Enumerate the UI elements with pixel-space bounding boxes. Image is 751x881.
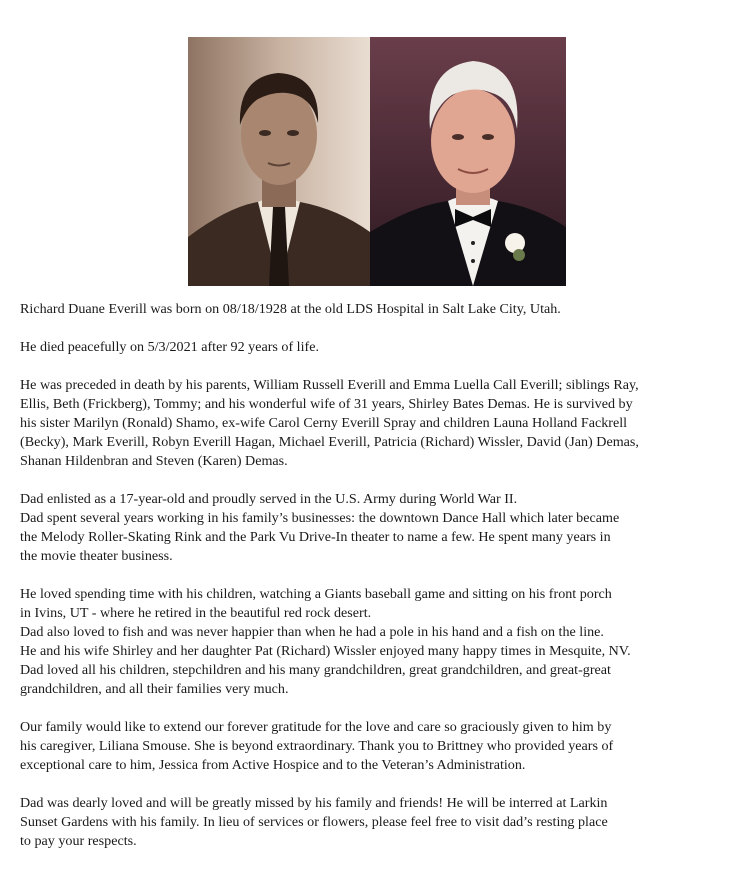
paragraph-hobbies [20,585,710,699]
text-line: the movie theater business. [20,548,173,564]
text-line: Dad enlisted as a 17-year-old and proudly served in the U.S. Army during World War II. [20,491,518,507]
text-line: his sister Marilyn (Ronald) Shamo, ex-wife Carol Cerny Everill Spray and children Launa Holland Fackrell [20,415,628,431]
text-line: in Ivins, UT - where he retired in the beautiful red rock desert. [20,605,372,621]
text-line: Ellis, Beth (Frickberg), Tommy; and his wonderful wife of 31 years, Shirley Bates Demas. He is survived by [20,396,633,412]
text-line: Richard Duane Everill was born on 08/18/1928 at the old LDS Hospital in Salt Lake City, Utah. [20,301,561,317]
text-line: Dad was dearly loved and will be greatly missed by his family and friends! He will be interred at Larkin [20,795,608,811]
text-line: his caregiver, Liliana Smouse. She is beyond extraordinary. Thank you to Brittney who provided years of [20,738,614,754]
paragraph-gratitude [20,718,710,775]
text-line: He was preceded in death by his parents, William Russell Everill and Emma Luella Call Everill; siblings Ray, [20,377,639,393]
text-line: Sunset Gardens with his family. In lieu of services or flowers, please feel free to visit dad’s resting place [20,814,608,830]
obituary-text [20,300,710,870]
text-line: (Becky), Mark Everill, Robyn Everill Hagan, Michael Everill, Patricia (Richard) Wissler, David (Jan) Demas, [20,434,639,450]
text-line: He died peacefully on 5/3/2021 after 92 years of life. [20,339,319,355]
text-line: Shanan Hildenbran and Steven (Karen) Demas. [20,453,288,469]
text-line: to pay your respects. [20,833,137,849]
text-line: exceptional care to him, Jessica from Active Hospice and to the Veteran’s Administration. [20,757,526,773]
older-man-portrait [370,37,566,286]
text-line: Dad loved all his children, stepchildren and his many grandchildren, great grandchildren, and great-great [20,662,611,678]
text-line: He loved spending time with his children, watching a Giants baseball game and sitting on his front porch [20,586,612,602]
text-line: Dad spent several years working in his family’s businesses: the downtown Dance Hall which later became [20,510,620,526]
paragraph-death [20,338,710,357]
memorial-photo [188,37,566,286]
text-line: Our family would like to extend our forever gratitude for the love and care so graciously given to him by [20,719,612,735]
paragraph-family [20,376,710,471]
text-line: the Melody Roller-Skating Rink and the Park Vu Drive-In theater to name a few. He spent many years in [20,529,611,545]
text-line: Dad also loved to fish and was never happier than when he had a pole in his hand and a fish on the line. [20,624,604,640]
text-line: grandchildren, and all their families very much. [20,681,289,697]
text-line: He and his wife Shirley and her daughter Pat (Richard) Wissler enjoyed many happy times in Mesquite, NV. [20,643,631,659]
young-man-portrait [188,37,370,286]
paragraph-service [20,490,710,566]
paragraph-closing [20,794,710,851]
paragraph-birth [20,300,710,319]
